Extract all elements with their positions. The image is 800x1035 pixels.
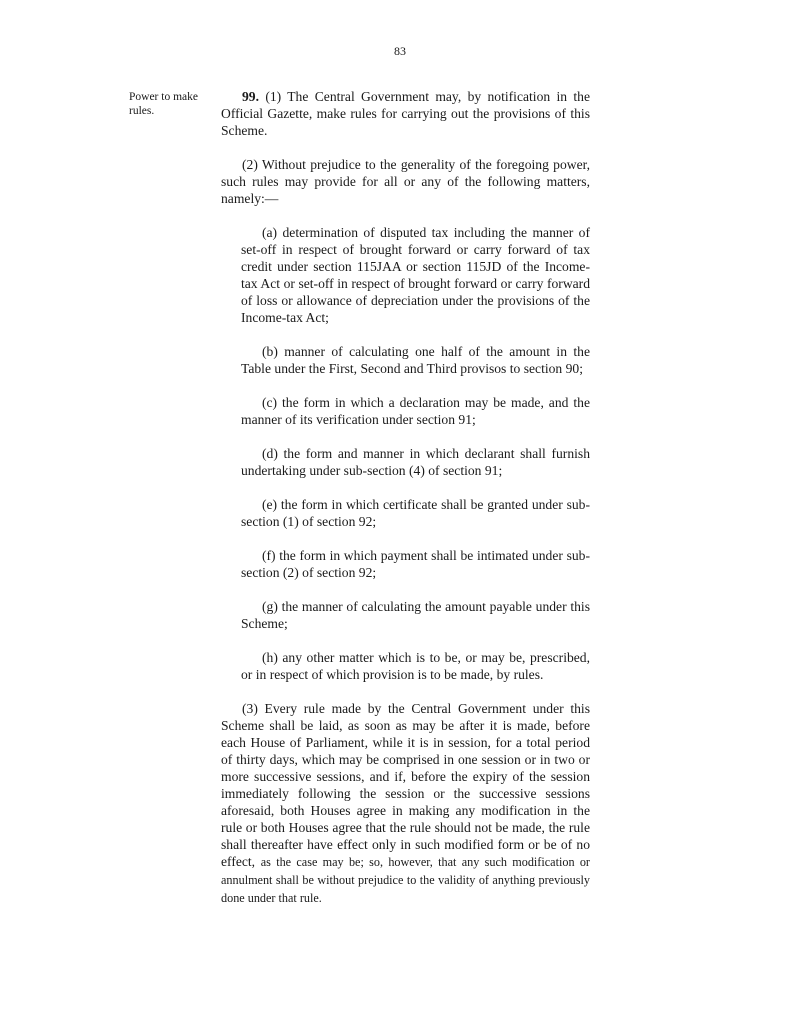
page-number: 83	[394, 44, 406, 58]
subsection-3	[221, 700, 590, 907]
section-number: 99.	[242, 89, 259, 104]
clause-e: (e) the form in which certificate shall be granted under sub- section (1) of section 92;	[241, 497, 590, 529]
subsection-3-tail: as the case may be; so, however, that any such modification or annulment shall be without prejudice to the validity of anything previously done under that rule.	[221, 855, 590, 905]
clause-b: (b) manner of calculating one half of the amount in the Table under the First, Second and Third provisos to section 90;	[241, 344, 590, 376]
subsection-1-text: (1) The Central Government may, by notification in the Official Gazette, make rules for carrying out the provisions of this Scheme.	[221, 89, 590, 138]
clause-a: (a) determination of disputed tax including the manner of set-off in respect of brought forward or carry forward of tax credit under section 115JAA or section 115JD of the Income-tax Act or set-off in respect of brought forward or carry forward of loss or allowance of depreciation under the provisions of the Income-tax Act;	[241, 225, 590, 325]
clause-d: (d) the form and manner in which declarant shall furnish undertaking under sub-section (4) of section 91;	[241, 446, 590, 478]
clause-f: (f) the form in which payment shall be intimated under sub-section (2) of section 92;	[241, 548, 590, 580]
section-body	[221, 88, 590, 907]
subsection-3-text: (3) Every rule made by the Central Government under this Scheme shall be laid, as soon as may be after it is made, before each House of Parliament, while it is in session, for a total period of thirty days, which may be comprised in one session or in two or more successive sessions, and if, before the expiry of the session immediately following the session or the successive sessions aforesaid, both Houses agree in making any modification in the rule or both Houses agree that the rule should not be made, the rule shall thereafter have effect only in such modified form or be of no effect,	[221, 701, 590, 869]
clause-g: (g) the manner of calculating the amount payable under this Scheme;	[241, 599, 590, 631]
subsection-1	[221, 88, 590, 139]
marginal-note: Power to make rules.	[129, 91, 198, 117]
clause-h: (h) any other matter which is to be, or may be, prescribed, or in respect of which provision is to be made, by rules.	[241, 650, 590, 682]
subsection-2: (2) Without prejudice to the generality of the foregoing power, such rules may provide for all or any of the following matters, namely:—	[221, 157, 590, 206]
clause-c: (c) the form in which a declaration may be made, and the manner of its verification under section 91;	[241, 395, 590, 427]
